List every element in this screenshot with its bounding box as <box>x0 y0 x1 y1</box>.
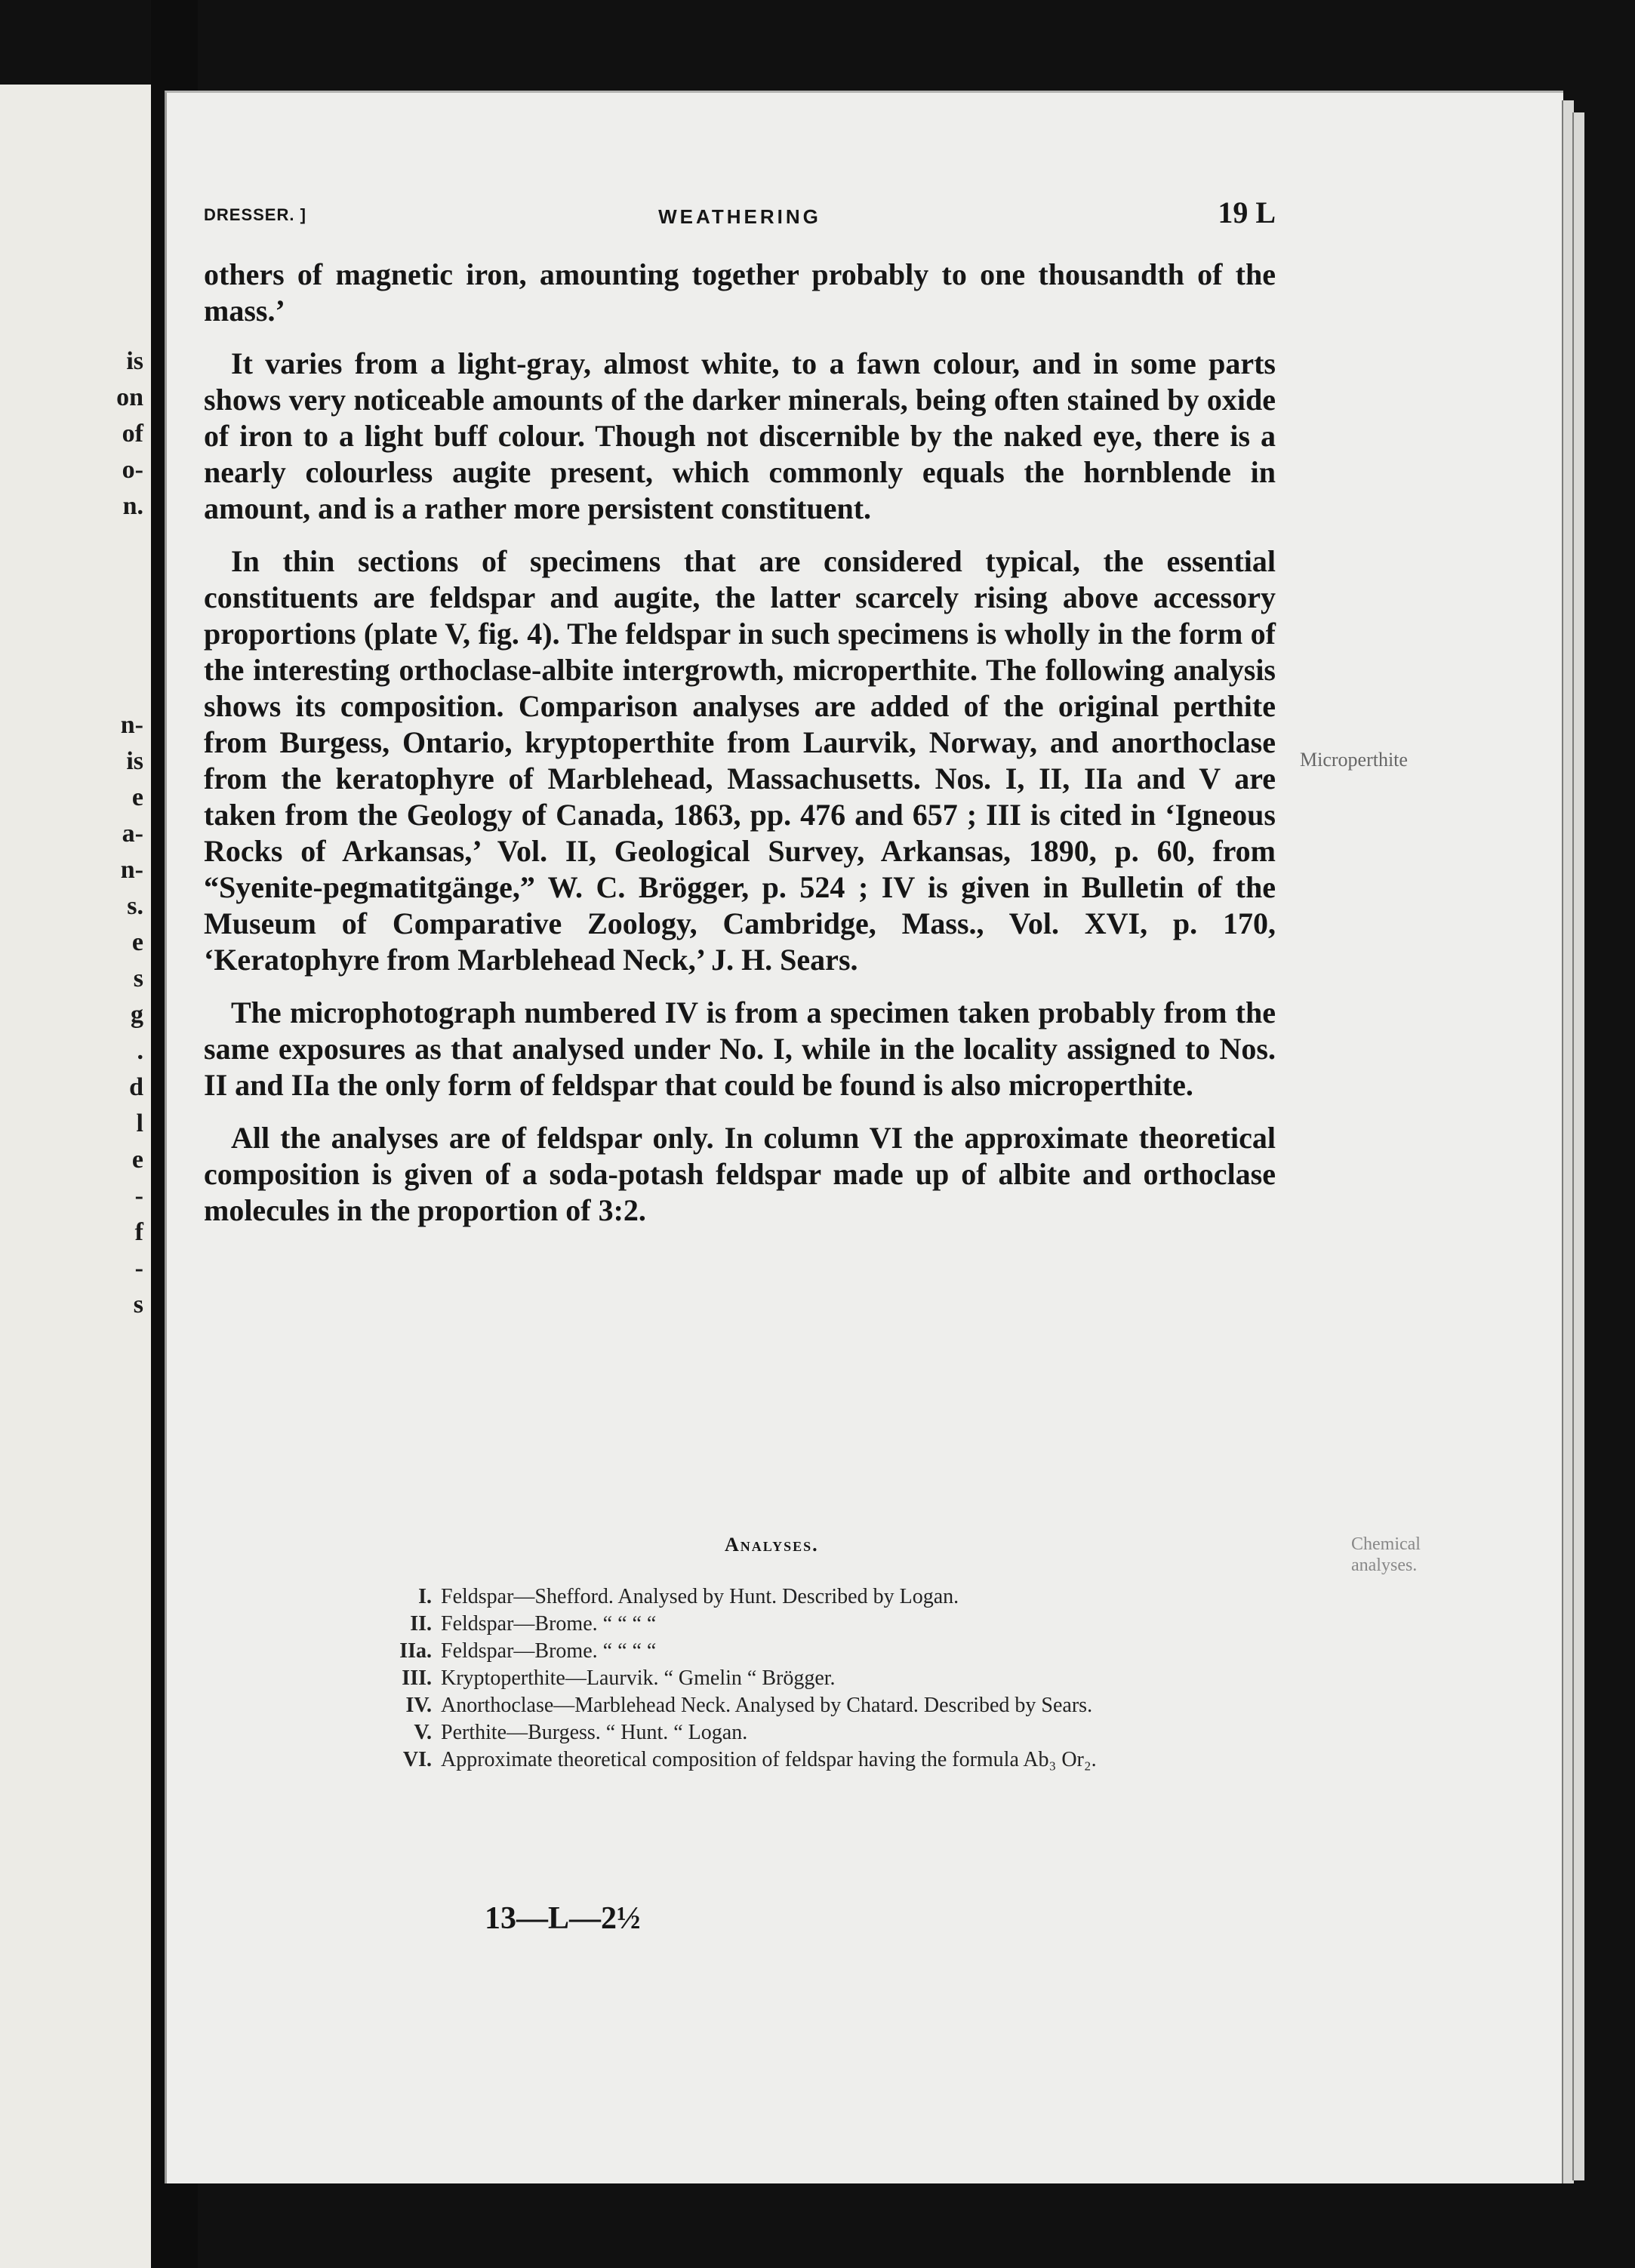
analysis-text: Feldspar—Brome. “ “ “ “ <box>441 1612 657 1636</box>
left-fragment: f <box>134 1218 143 1246</box>
running-head-title: WEATHERING <box>658 205 821 228</box>
margin-note: Microperthite <box>1300 749 1408 771</box>
analysis-text: Feldspar—Brome. “ “ “ “ <box>441 1639 657 1663</box>
signature-mark: 13—L—2½ <box>485 1901 641 1936</box>
left-fragment: - <box>134 1254 143 1282</box>
left-fragment: is <box>126 347 143 375</box>
analyses-list <box>385 1583 1306 1774</box>
list-item <box>385 1665 1306 1692</box>
analyses-heading: Analyses. <box>725 1534 819 1556</box>
left-fragment: . <box>137 1037 143 1065</box>
running-head <box>204 195 1276 240</box>
analysis-text: Feldspar—Shefford. Analysed by Hunt. Described by Logan. <box>441 1585 959 1608</box>
left-fragment: d <box>129 1073 143 1101</box>
list-item <box>385 1719 1306 1746</box>
left-fragment: s <box>133 965 143 992</box>
list-item <box>385 1583 1306 1611</box>
left-fragment: - <box>134 1182 143 1210</box>
left-fragment: e <box>131 1146 143 1174</box>
analysis-number: III. <box>402 1666 432 1690</box>
analysis-number: V. <box>414 1721 432 1744</box>
page-number: 19 L <box>1218 195 1276 229</box>
analysis-text: Approximate theoretical composition of feldspar having the formula Ab₃ Or₂. <box>441 1748 1097 1771</box>
left-fragment: s <box>133 1291 143 1319</box>
paragraph: All the analyses are of feldspar only. In column VI the approximate theoretical composition is given of a soda-potash feldspar made up of albite and orthoclase molecules in the proportion of 3:2. <box>204 1121 1276 1227</box>
left-fragment: e <box>131 783 143 811</box>
body-text <box>204 257 1276 1245</box>
left-fragment: o- <box>122 456 143 484</box>
analysis-text: Anorthoclase—Marblehead Neck. Analysed by Chatard. Described by Sears. <box>441 1694 1093 1717</box>
left-fragment: on <box>116 383 143 411</box>
margin-note: Chemical analyses. <box>1351 1534 1421 1575</box>
analysis-number: II. <box>410 1612 432 1636</box>
paragraph: others of magnetic iron, amounting together probably to one thousandth of the mass.’ <box>204 257 1276 328</box>
paragraph: It varies from a light-gray, almost white, to a fawn colour, and in some parts shows very noticeable amounts of the darker minerals, being often stained by oxide of iron to a light buff colour. Though not discernible by the naked eye, there is a nearly colourless augite present, which commonly equals the hornblende in amount, and is a rather more persistent constituent. <box>204 346 1276 525</box>
left-fragment: e <box>131 928 143 956</box>
analysis-text: Perthite—Burgess. “ Hunt. “ Logan. <box>441 1721 748 1744</box>
analysis-number: IV. <box>405 1694 432 1717</box>
left-fragment: g <box>131 1001 143 1029</box>
left-fragment: n- <box>120 711 143 739</box>
paragraph: In thin sections of specimens that are considered typical, the essential constituents are feldspar and augite, the latter scarcely rising above accessory proportions (plate V, fig. 4). The feldspar in such specimens is wholly in the form of the interesting orthoclase-albite intergrowth, microperthite. The following analysis shows its composition. Comparison analyses are added of the original perthite from Burgess, Ontario, kryptoperthite from Laurvik, Norway, and anorthoclase from the keratophyre of Marblehead, Massachusetts. Nos. I, II, IIa and V are taken from the Geology of Canada, 1863, pp. 476 and 657 ; III is cited in ‘Igneous Rocks of Arkansas,’ Vol. II, Geological Survey, Arkansas, 1890, p. 60, from “Syenite-pegmatitgänge,” W. C. Brögger, p. 524 ; IV is given in Bulletin of the Museum of Comparative Zoology, Cambridge, Mass., Vol. XVI, p. 170, ‘Keratophyre from Marblehead Neck,’ J. H. Sears. <box>204 544 1276 977</box>
page-edge <box>1572 112 1584 2180</box>
left-fragment: of <box>122 420 143 448</box>
list-item <box>385 1692 1306 1719</box>
left-fragment: s. <box>127 892 143 920</box>
analysis-number: IIa. <box>399 1639 432 1663</box>
analysis-number: VI. <box>402 1748 432 1771</box>
list-item <box>385 1611 1306 1638</box>
left-fragment: n. <box>122 492 143 520</box>
analysis-text: Kryptoperthite—Laurvik. “ Gmelin “ Brögger. <box>441 1666 836 1690</box>
paragraph: The microphotograph numbered IV is from a specimen taken probably from the same exposures as that analysed under No. I, while in the locality assigned to Nos. II and IIa the only form of feldspar that could be found is also microperthite. <box>204 996 1276 1102</box>
left-page-edge <box>0 85 155 2268</box>
left-fragment: is <box>126 747 143 775</box>
list-item <box>385 1746 1306 1774</box>
left-fragment: l <box>136 1109 143 1137</box>
left-fragment: n- <box>120 856 143 884</box>
running-head-author: DRESSER. ] <box>204 205 306 224</box>
left-fragment: a- <box>122 820 143 848</box>
list-item <box>385 1638 1306 1665</box>
analysis-number: I. <box>418 1585 432 1608</box>
